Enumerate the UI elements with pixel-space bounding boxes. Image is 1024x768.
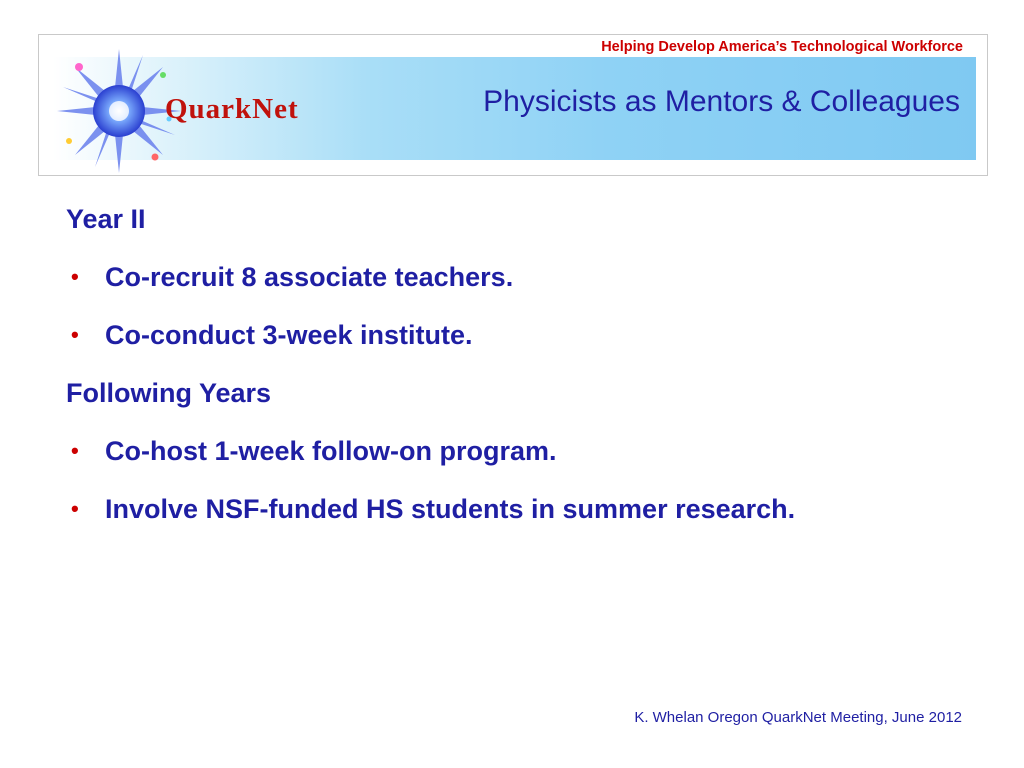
- bullet-text: Co-recruit 8 associate teachers.: [105, 262, 514, 292]
- bullet-text: Involve NSF-funded HS students in summer research.: [105, 494, 796, 524]
- slide-header: [38, 34, 988, 176]
- bullet-icon: •: [71, 438, 79, 463]
- bullet-icon: •: [71, 496, 79, 521]
- title-banner: [53, 57, 976, 160]
- bullet-item: [66, 258, 1006, 296]
- section-heading: Following Years: [66, 378, 272, 408]
- tagline: Helping Develop America’s Technological Workforce: [601, 39, 963, 55]
- logo-wordmark: QuarkNet: [165, 93, 299, 125]
- bullet-icon: •: [71, 322, 79, 347]
- bullet-icon: •: [71, 264, 79, 289]
- bullet-text: Co-host 1-week follow-on program.: [105, 436, 557, 466]
- bullet-item: [66, 432, 1006, 470]
- section-heading: Year II: [66, 204, 146, 234]
- bullet-item: [66, 316, 1006, 354]
- slide-body: [66, 200, 1006, 548]
- footer-credit: K. Whelan Oregon QuarkNet Meeting, June 2012: [634, 709, 962, 726]
- bullet-text: Co-conduct 3-week institute.: [105, 320, 473, 350]
- slide-title: Physicists as Mentors & Colleagues: [483, 85, 960, 118]
- bullet-item: [66, 490, 1006, 528]
